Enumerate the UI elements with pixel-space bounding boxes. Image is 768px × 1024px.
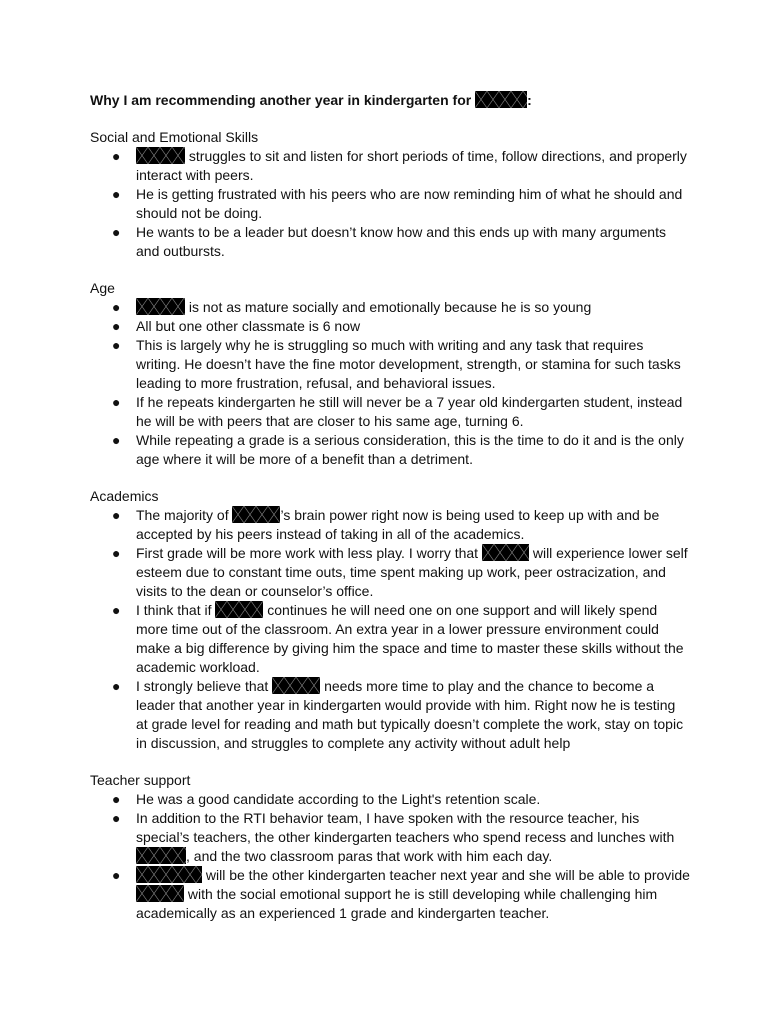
title-text: Why I am recommending another year in kindergarten for [90, 92, 472, 108]
bullet-list [90, 790, 690, 923]
list-item [90, 393, 690, 431]
redacted-name [215, 601, 263, 618]
bullet-icon: ● [112, 678, 121, 694]
bullet-list [90, 506, 690, 753]
item-text: is not as mature socially and emotionally because he is so young [185, 299, 592, 315]
redacted-name [136, 298, 185, 315]
list-item [90, 317, 690, 336]
item-text: needs more time to play and the chance to become a leader that another year in kindergarten would provide with him. Right now he is testing at grade level for reading and math but typically doesn’t complete the work, stay on topic in discussion, and struggles to complete any activity without adult help [136, 678, 684, 751]
item-text: In addition to the RTI behavior team, I have spoken with the resource teacher, his special’s teachers, the other kindergarten teachers who spend recess and lunches with [136, 810, 675, 845]
item-text: struggles to sit and listen for short periods of time, follow directions, and properly interact with peers. [136, 148, 687, 183]
list-item [90, 336, 690, 393]
title-suffix: : [527, 92, 532, 108]
item-text: , and the two classroom paras that work with him each day. [186, 848, 553, 864]
bullet-icon: ● [112, 507, 121, 523]
item-text: I strongly believe that [136, 678, 273, 694]
item-text: While repeating a grade is a serious consideration, this is the time to do it and is the only age where it will be more of a benefit than a detriment. [136, 432, 684, 467]
redacted-name [136, 885, 184, 902]
section-teacher-support [90, 771, 690, 923]
list-item [90, 790, 690, 809]
bullet-icon: ● [112, 545, 121, 561]
section-heading: Teacher support [90, 772, 191, 788]
list-item [90, 544, 690, 601]
redacted-name [482, 544, 529, 561]
bullet-icon: ● [112, 810, 121, 826]
redacted-name [136, 847, 186, 864]
item-text: This is largely why he is struggling so much with writing and any task that requires writing. He doesn’t have the fine motor development, strength, or stamina for such tasks leading to more frustration, refusal, and behavioral issues. [136, 337, 681, 391]
item-text: ’s brain power right now is being used to keep up with and be accepted by his peers instead of taking in all of the academics. [136, 507, 660, 542]
redacted-name [232, 506, 280, 523]
item-text: He is getting frustrated with his peers who are now reminding him of what he should and should not be doing. [136, 186, 683, 221]
bullet-icon: ● [112, 394, 121, 410]
document-title [90, 91, 690, 110]
list-item [90, 185, 690, 223]
item-text: The majority of [136, 507, 233, 523]
list-item [90, 223, 690, 261]
section-heading: Academics [90, 488, 159, 504]
item-text: First grade will be more work with less play. I worry that [136, 545, 482, 561]
section-heading: Age [90, 280, 115, 296]
bullet-icon: ● [112, 337, 121, 353]
item-text: He was a good candidate according to the Light's retention scale. [136, 791, 541, 807]
redacted-name [136, 866, 202, 883]
list-item [90, 298, 690, 317]
list-item [90, 431, 690, 469]
bullet-icon: ● [112, 148, 121, 164]
bullet-list [90, 147, 690, 261]
redacted-name [136, 147, 185, 164]
document-body [90, 91, 690, 941]
section-age [90, 279, 690, 469]
bullet-icon: ● [112, 867, 121, 883]
list-item [90, 809, 690, 866]
bullet-icon: ● [112, 602, 121, 618]
section-academics [90, 487, 690, 753]
item-text: He wants to be a leader but doesn’t know how and this ends up with many arguments and outbursts. [136, 224, 666, 259]
bullet-icon: ● [112, 791, 121, 807]
item-text: will experience lower self esteem due to constant time outs, time spent making up work, peer ostracization, and visits to the dean or counselor’s office. [136, 545, 688, 599]
bullet-icon: ● [112, 432, 121, 448]
bullet-icon: ● [112, 299, 121, 315]
list-item [90, 866, 690, 923]
list-item [90, 506, 690, 544]
section-social-emotional [90, 128, 690, 261]
item-text: will be the other kindergarten teacher next year and she will be able to provide [202, 867, 690, 883]
redacted-name [475, 91, 527, 108]
section-heading: Social and Emotional Skills [90, 129, 259, 145]
list-item [90, 677, 690, 753]
bullet-icon: ● [112, 318, 121, 334]
redacted-name [272, 677, 320, 694]
bullet-icon: ● [112, 224, 121, 240]
item-text: If he repeats kindergarten he still will never be a 7 year old kindergarten student, instead he will be with peers that are closer to his same age, turning 6. [136, 394, 683, 429]
item-text: continues he will need one on one support and will likely spend more time out of the classroom. An extra year in a lower pressure environment could make a big difference by giving him the space and time to master these skills without the academic workload. [136, 602, 684, 675]
list-item [90, 147, 690, 185]
item-text: All but one other classmate is 6 now [136, 318, 361, 334]
bullet-list [90, 298, 690, 469]
list-item [90, 601, 690, 677]
item-text: I think that if [136, 602, 216, 618]
bullet-icon: ● [112, 186, 121, 202]
item-text: with the social emotional support he is still developing while challenging him academically as an experienced 1 grade and kindergarten teacher. [136, 886, 658, 921]
